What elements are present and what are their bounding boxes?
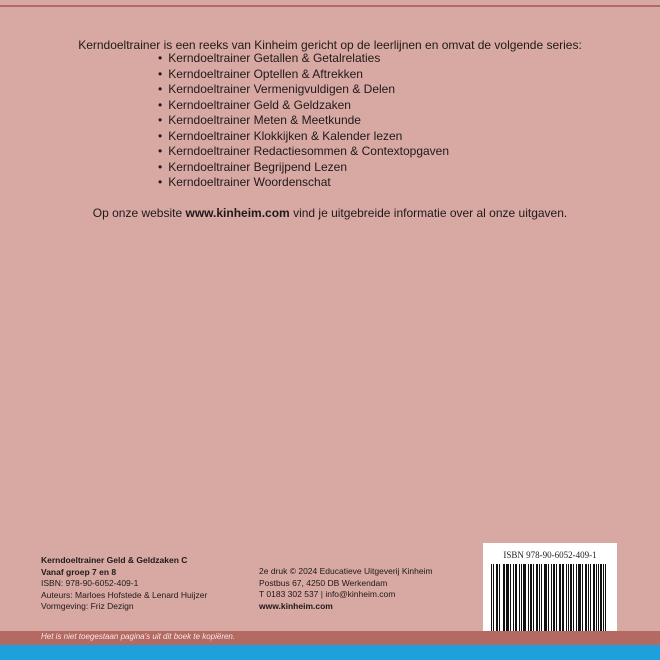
series-item: • Kerndoeltrainer Optellen & Aftrekken: [158, 67, 449, 83]
series-item: • Kerndoeltrainer Geld & Geldzaken: [158, 98, 449, 114]
contact-line: T 0183 302 537 | info@kinheim.com: [259, 589, 396, 599]
barcode-icon: [491, 564, 609, 638]
barcode-isbn-label: ISBN 978-90-6052-409-1: [503, 550, 597, 560]
series-item: • Kerndoeltrainer Begrijpend Lezen: [158, 160, 449, 176]
colophon-right: [259, 566, 433, 612]
top-border-line: [0, 0, 660, 7]
series-item: • Kerndoeltrainer Woordenschat: [158, 175, 449, 191]
edition-line: 2e druk © 2024 Educatieve Uitgeverij Kinheim: [259, 566, 433, 576]
series-item: • Kerndoeltrainer Klokkijken & Kalender lezen: [158, 129, 449, 145]
series-item: • Kerndoeltrainer Getallen & Getalrelaties: [158, 51, 449, 67]
isbn-line: ISBN: 978-90-6052-409-1: [41, 578, 139, 588]
series-intro: Kerndoeltrainer is een reeks van Kinheim gericht op de leerlijnen en omvat de volgende series:: [78, 38, 582, 52]
series-item: • Kerndoeltrainer Meten & Meetkunde: [158, 113, 449, 129]
series-item: • Kerndoeltrainer Vermenigvuldigen & Delen: [158, 82, 449, 98]
copy-notice: Het is niet toegestaan pagina's uit dit boek te kopiëren.: [41, 632, 236, 641]
website-link[interactable]: www.kinheim.com: [185, 206, 290, 220]
publisher-website[interactable]: www.kinheim.com: [259, 600, 333, 611]
design-credit: Vormgeving: Friz Dezign: [41, 601, 134, 611]
website-text-after: vind je uitgebreide informatie over al onze uitgaven.: [289, 206, 568, 220]
series-item: • Kerndoeltrainer Redactiesommen & Contextopgaven: [158, 144, 449, 160]
book-title: Kerndoeltrainer Geld & Geldzaken C: [41, 555, 188, 565]
address-line: Postbus 67, 4250 DB Werkendam: [259, 577, 388, 588]
website-sentence: [0, 206, 660, 220]
colophon-left: [41, 555, 207, 613]
website-text-before: Op onze website: [92, 206, 186, 220]
series-list: [158, 51, 449, 191]
authors-line: Auteurs: Marloes Hofstede & Lenard Huijzer: [41, 589, 208, 600]
group-level: Vanaf groep 7 en 8: [41, 566, 117, 577]
bottom-accent-bar: [0, 645, 660, 660]
